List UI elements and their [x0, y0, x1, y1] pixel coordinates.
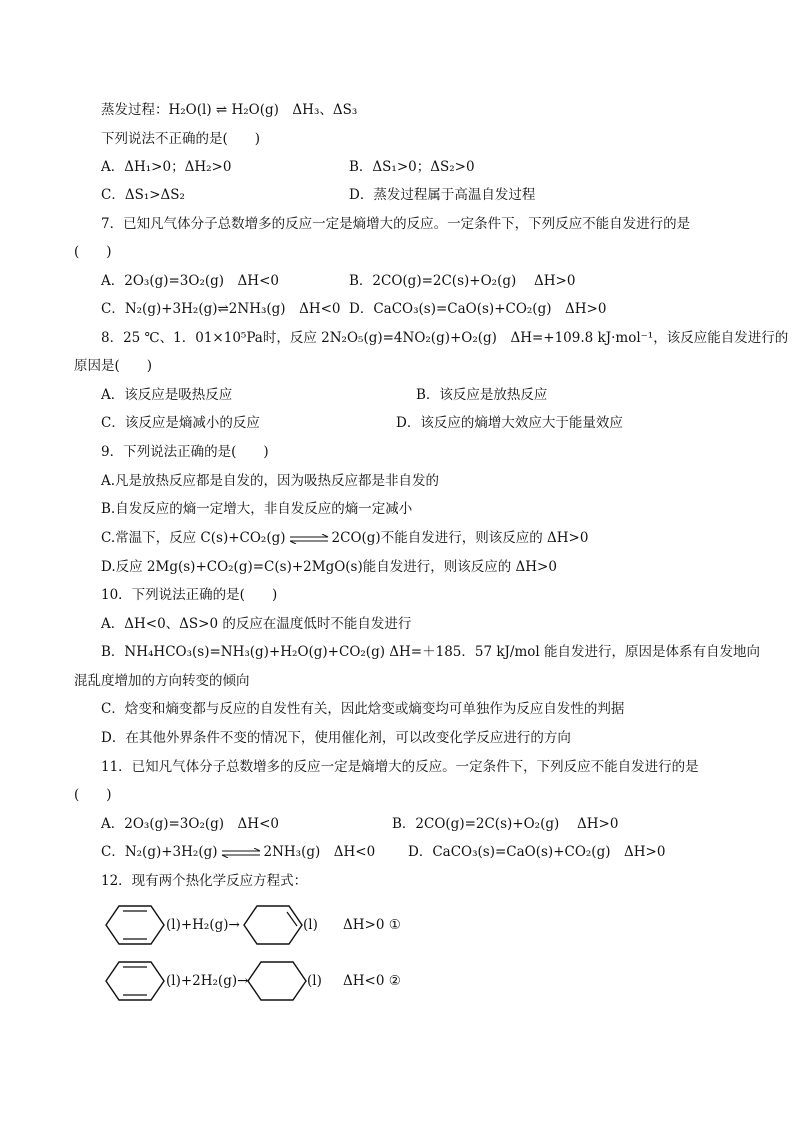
q8-option-c: C．该反应是熵减小的反应	[101, 415, 260, 431]
reaction-2-reactants: (l)+2H₂(g)→	[166, 973, 249, 989]
q12-stem: 12．现有两个热化学反应方程式：	[101, 873, 308, 889]
q6-option-a: A．ΔH₁>0；ΔH₂>0	[101, 159, 232, 175]
q9-option-c-post: 2CO(g)不能自发进行，则该反应的 ΔH>0	[331, 530, 589, 546]
q9-option-c-pre: C.常温下，反应 C(s)+CO₂(g)	[101, 530, 286, 546]
reaction-2-enthalpy: ΔH<0 ②	[343, 973, 401, 989]
q11-option-d: D．CaCO₃(s)=CaO(s)+CO₂(g) ΔH>0	[408, 844, 666, 860]
q10-option-a: A．ΔH<0、ΔS>0 的反应在温度低时不能自发进行	[101, 616, 412, 632]
q11-option-c	[101, 842, 375, 862]
q7-option-a: A．2O₃(g)=3O₂(g) ΔH<0	[101, 273, 279, 289]
q7-option-b: B．2CO(g)=2C(s)+O₂(g) ΔH>0	[349, 273, 576, 289]
q8-option-d: D．该反应的熵增大效应大于能量效应	[396, 415, 623, 431]
equilibrium-arrow-icon	[220, 848, 262, 858]
reaction-1-product-state: (l)	[303, 917, 318, 933]
reaction-1-enthalpy: ΔH>0 ①	[343, 917, 401, 933]
cyclohexene-ring-icon	[242, 904, 304, 946]
q6-evaporation-line: 蒸发过程：H₂O(l) ⇌ H₂O(g) ΔH₃、ΔS₃	[101, 102, 358, 118]
q9-option-c	[101, 528, 588, 548]
q7-paren: ( )	[74, 244, 112, 260]
reaction-1-reactants: (l)+H₂(g)→	[166, 917, 240, 933]
q11-stem: 11．已知凡气体分子总数增多的反应一定是熵增大的反应。一定条件下，下列反应不能自发进行的是	[101, 759, 699, 775]
reaction-2-product-state: (l)	[307, 973, 322, 989]
q9-option-b: B.自发反应的熵一定增大，非自发反应的熵一定减小	[101, 501, 413, 517]
q9-stem: 9．下列说法正确的是( )	[101, 444, 269, 460]
q10-stem: 10．下列说法正确的是( )	[101, 587, 278, 603]
q11-option-b: B．2CO(g)=2C(s)+O₂(g) ΔH>0	[392, 816, 619, 832]
q8-stem-cont: 原因是( )	[74, 358, 153, 374]
q6-stem: 下列说法不正确的是( )	[101, 131, 261, 147]
q8-stem: 8．25 ℃、1．01×10⁵Pa时，反应 2N₂O₅(g)=4NO₂(g)+O₂(g) ΔH=+109.8 kJ·mol⁻¹，该反应能自发进行的	[101, 330, 789, 346]
q11-option-c-pre: C．N₂(g)+3H₂(g)	[101, 844, 218, 860]
cyclohexane-ring-icon	[246, 960, 308, 1002]
q6-option-c: C．ΔS₁>ΔS₂	[101, 187, 185, 203]
q9-option-a: A.凡是放热反应都是自发的，因为吸热反应都是非自发的	[101, 473, 440, 489]
q10-option-b: B．NH₄HCO₃(s)=NH₃(g)+H₂O(g)+CO₂(g) ΔH=＋185．57 kJ/mol 能自发进行，原因是体系有自发地向	[101, 644, 761, 660]
q11-option-a: A．2O₃(g)=3O₂(g) ΔH<0	[101, 816, 279, 832]
q10-option-d: D．在其他外界条件不变的情况下，使用催化剂，可以改变化学反应进行的方向	[101, 730, 571, 746]
q8-option-b: B．该反应是放热反应	[416, 387, 548, 403]
q7-option-c: C．N₂(g)+3H₂(g)⇌2NH₃(g) ΔH<0	[101, 301, 341, 317]
q10-option-b-cont: 混乱度增加的方向转变的倾向	[74, 673, 250, 689]
q9-option-d: D.反应 2Mg(s)+CO₂(g)=C(s)+2MgO(s)能自发进行，则该反应的 ΔH>0	[101, 559, 557, 575]
q11-option-c-post: 2NH₃(g) ΔH<0	[263, 844, 376, 860]
cyclohexadiene-ring-icon	[104, 960, 166, 1002]
q7-stem: 7．已知凡气体分子总数增多的反应一定是熵增大的反应。一定条件下，下列反应不能自发进行的是	[101, 216, 691, 232]
q6-option-b: B．ΔS₁>0；ΔS₂>0	[349, 159, 475, 175]
q11-paren: ( )	[74, 787, 112, 803]
q8-option-a: A．该反应是吸热反应	[101, 387, 233, 403]
q6-option-d: D．蒸发过程属于高温自发过程	[349, 187, 536, 203]
q10-option-c: C．焓变和熵变都与反应的自发性有关，因此焓变或熵变均可单独作为反应自发性的判据	[101, 701, 625, 717]
q7-option-d: D．CaCO₃(s)=CaO(s)+CO₂(g) ΔH>0	[349, 301, 607, 317]
cyclohexadiene-ring-icon	[104, 904, 166, 946]
equilibrium-arrow-icon	[288, 534, 330, 544]
